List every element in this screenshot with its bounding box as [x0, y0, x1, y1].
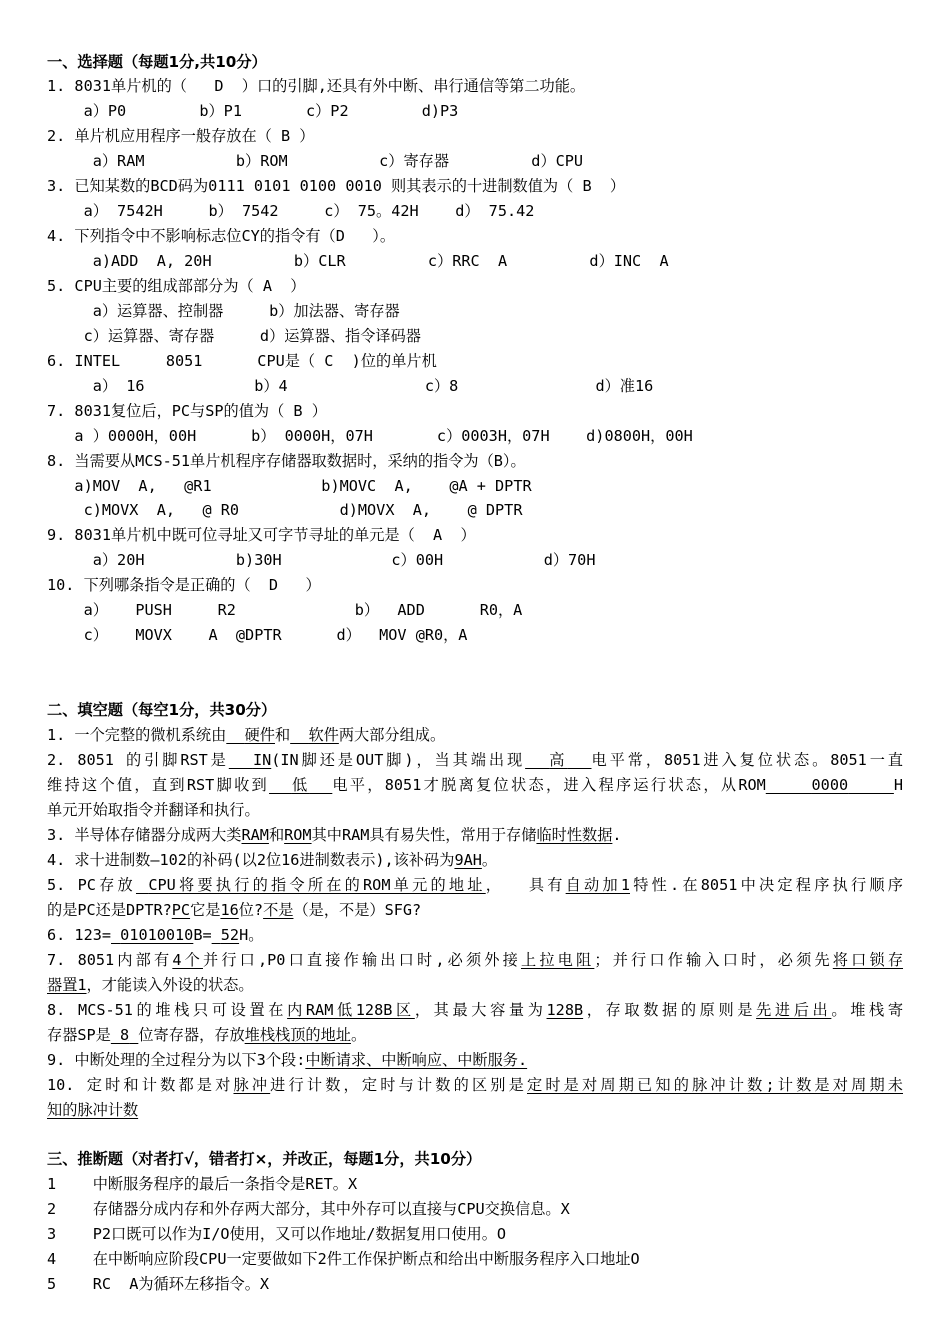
judge-5: 5 RC A为循环左移指令。X [47, 1275, 270, 1293]
answer-blank [111, 1026, 138, 1044]
text-segment: 并行口,P0口直接作输出口时,必须外接 [202, 951, 521, 969]
section-2-heading: 二、填空题（每空1分，共30分） [47, 701, 277, 719]
question-10-options-b: c） MOVX A @DPTR d） MOV @R0，A [47, 626, 468, 644]
answer-blank: 临时性数据 [536, 826, 613, 844]
answer-blank [136, 876, 486, 894]
fill-2-line-1 [47, 750, 903, 770]
text-segment: 2. 8051 的引脚RST是 [47, 751, 229, 769]
fill-1 [47, 725, 950, 745]
answer-blank [212, 926, 239, 944]
text-segment: (IN脚还是OUT脚)，当其端出现 [271, 751, 526, 769]
answer-blank [229, 751, 271, 769]
text-segment: H [893, 776, 904, 794]
question-6: 6. INTEL 8051 CPU是（ C )位的单片机 [47, 352, 437, 370]
question-3: 3. 已知某数的BCD码为0111 0101 0100 0010 则其表示的十进制数值为（ B ） [47, 177, 626, 195]
judge-2: 2 存储器分成内存和外存两大部分，其中外存可以直接与CPU交换信息。X [47, 1200, 570, 1218]
answer-blank: 知的脉冲计数 [47, 1101, 139, 1119]
fill-2-line-2 [47, 775, 903, 795]
fill-9 [47, 1050, 950, 1070]
text-segment: ，存取数据的原则是 [583, 1001, 757, 1019]
text-segment: . [612, 826, 622, 844]
answer-blank: 上拉电阻 [520, 951, 595, 969]
text-segment: 和 [268, 826, 285, 844]
question-10: 10. 下列哪条指令是正确的（ D ） [47, 576, 321, 594]
text-segment: IN [252, 751, 272, 769]
question-9-options: a）20H b)30H c）00H d）70H [47, 551, 596, 569]
text-segment: ，才能读入外设的状态。 [86, 976, 254, 994]
fill-8-line-1 [47, 1000, 903, 1020]
text-segment: 它是 [190, 901, 221, 919]
judge-1: 1 中断服务程序的最后一条指令是RET。X [47, 1175, 358, 1193]
section-3-heading: 三、推断题（对者打√，错者打×，并改正，每题1分，共10分） [47, 1150, 482, 1168]
section-1-heading: 一、选择题（每题1分,共10分） [47, 53, 267, 71]
answer-blank: 自动加1 [565, 876, 630, 894]
text-segment: B= [193, 926, 212, 944]
answer-blank: RAM [241, 826, 269, 844]
question-3-options: a） 7542H b） 7542 c） 75。42H d） 75.42 [47, 202, 535, 220]
answer-blank [290, 726, 339, 744]
answer-blank: 脉冲 [233, 1076, 271, 1094]
question-5-options-b: c）运算器、寄存器 d）运算器、指令译码器 [47, 327, 421, 345]
text-segment: （是，不是）SFG? [293, 901, 422, 919]
fill-8-line-2 [47, 1025, 950, 1045]
question-7: 7. 8031复位后，PC与SP的值为（ B ） [47, 402, 327, 420]
answer-blank: 128B [546, 1001, 584, 1019]
answer-blank: 16 [220, 901, 239, 919]
answer-blank [226, 726, 275, 744]
question-6-options: a） 16 b）4 c）8 d）准16 [47, 377, 654, 395]
text-segment: 软件 [308, 726, 339, 744]
answer-blank: 堆栈栈顶的地址 [244, 1026, 351, 1044]
answer-blank [766, 776, 894, 794]
judge-3: 3 P2口既可以作为I/O使用，又可以作地址/数据复用口使用。O [47, 1225, 507, 1243]
question-8: 8. 当需要从MCS-51单片机程序存储器取数据时，采纳的指令为（B）。 [47, 452, 526, 470]
text-segment: 3. 半导体存储器分成两大类 [47, 826, 242, 844]
text-segment: 高 [549, 751, 568, 769]
text-segment: 的是PC还是DPTR? [47, 901, 172, 919]
text-segment: 其中RAM具有易失性，常用于存储 [311, 826, 537, 844]
question-7-options: a ）0000H，00H b） 0000H，07H c）0003H，07H d)0800H，00H [47, 427, 693, 445]
fill-7-line-2 [47, 975, 950, 995]
answer-blank: ROM [284, 826, 312, 844]
question-2-options: a）RAM b）ROM c）寄存器 d）CPU [47, 152, 584, 170]
question-2: 2. 单片机应用程序一般存放在（ B ） [47, 127, 315, 145]
text-segment: 和 [274, 726, 291, 744]
answer-blank [269, 776, 332, 794]
fill-7-line-1 [47, 950, 903, 970]
text-segment: ，其最大容量为 [414, 1001, 547, 1019]
text-segment: 硬件 [244, 726, 275, 744]
answer-blank: 9AH [454, 851, 482, 869]
question-8-options-b: c)MOVX A, @ R0 d)MOVX A, @ DPTR [47, 501, 523, 519]
answer-blank: 4个 [172, 951, 203, 969]
answer-blank [111, 926, 193, 944]
text-segment: 。 [350, 1026, 367, 1044]
question-4-options: a)ADD A, 20H b）CLR c）RRC A d）INC A [47, 252, 669, 270]
text-segment: CPU将要执行的指令所在的ROM单元的地址 [148, 876, 486, 894]
answer-blank: 中断请求、中断响应、中断服务. [305, 1051, 528, 1069]
fill-5-line-1 [47, 875, 903, 895]
judge-4: 4 在中断响应阶段CPU一定要做如下2件工作保护断点和给出中断服务程序入口地址O [47, 1250, 640, 1268]
answer-blank: PC [171, 901, 191, 919]
fill-2-line-3 [47, 800, 950, 820]
text-segment: 特性.在8051中决定程序执行顺序 [630, 876, 903, 894]
answer-blank: 将口锁存 [832, 951, 904, 969]
fill-10-line-1 [47, 1075, 903, 1095]
fill-3 [47, 825, 950, 845]
text-segment: 6. 123= [47, 926, 112, 944]
text-segment: 维持这个值，直到RST脚收到 [47, 776, 270, 794]
answer-blank [525, 751, 591, 769]
text-segment: 单元开始取指令并翻译和执行。 [47, 801, 260, 819]
text-segment: 52 [220, 926, 240, 944]
text-segment: 电平，8051才脱离复位状态，进入程序运行状态，从ROM [332, 776, 766, 794]
question-10-options-a: a） PUSH R2 b） ADD R0，A [47, 601, 523, 619]
question-1-options: a）P0 b）P1 c）P2 d)P3 [47, 102, 459, 120]
fill-10-line-2 [47, 1100, 950, 1120]
text-segment: 5. PC存放 [47, 876, 136, 894]
text-segment: 9. 中断处理的全过程分为以下3个段: [47, 1051, 306, 1069]
text-segment: 。堆栈寄 [831, 1001, 904, 1019]
text-segment: 两大部分组成。 [338, 726, 446, 744]
answer-blank: 定时是对周期已知的脉冲计数;计数是对周期未 [526, 1076, 903, 1094]
text-segment: 4. 求十进制数—102的补码(以2位16进制数表示),该补码为 [47, 851, 455, 869]
text-segment: 7. 8051内部有 [47, 951, 173, 969]
text-segment: ， 具有 [485, 876, 566, 894]
fill-5-line-2 [47, 900, 950, 920]
text-segment: 存器SP是 [47, 1026, 111, 1044]
answer-blank: 内RAM低128B区 [287, 1001, 415, 1019]
answer-blank: 器置1 [47, 976, 87, 994]
text-segment: 8. MCS-51的堆栈只可设置在 [47, 1001, 288, 1019]
text-segment: 01010010 [120, 926, 194, 944]
answer-blank: 先进后出 [756, 1001, 832, 1019]
question-8-options-a: a)MOV A, @R1 b)MOVC A, @A + DPTR [47, 477, 532, 495]
answer-blank: 不是 [263, 901, 294, 919]
question-1: 1. 8031单片机的（ D ）口的引脚,还具有外中断、串行通信等第二功能。 [47, 77, 586, 95]
text-segment: H。 [239, 926, 264, 944]
text-segment: 10. 定时和计数都是对 [47, 1076, 234, 1094]
text-segment: 位寄存器，存放 [138, 1026, 245, 1044]
text-segment: ；并行口作输入口时，必须先 [594, 951, 833, 969]
text-segment: 进行计数，定时与计数的区别是 [270, 1076, 527, 1094]
text-segment: 。 [481, 851, 498, 869]
text-segment: 0000 [811, 776, 849, 794]
text-segment: 低 [291, 776, 310, 794]
question-5-options-a: a）运算器、控制器 b）加法器、寄存器 [47, 302, 400, 320]
text-segment: 8 [120, 1026, 130, 1044]
question-5: 5. CPU主要的组成部部分为（ A ） [47, 277, 306, 295]
question-4: 4. 下列指令中不影响标志位CY的指令有（D ）。 [47, 227, 396, 245]
text-segment: 电平常，8051进入复位状态。8051一直 [591, 751, 903, 769]
text-segment: 1. 一个完整的微机系统由 [47, 726, 227, 744]
text-segment: 位? [238, 901, 264, 919]
question-9: 9. 8031单片机中既可位寻址又可字节寻址的单元是（ A ） [47, 526, 476, 544]
fill-4 [47, 850, 950, 870]
fill-6 [47, 925, 950, 945]
